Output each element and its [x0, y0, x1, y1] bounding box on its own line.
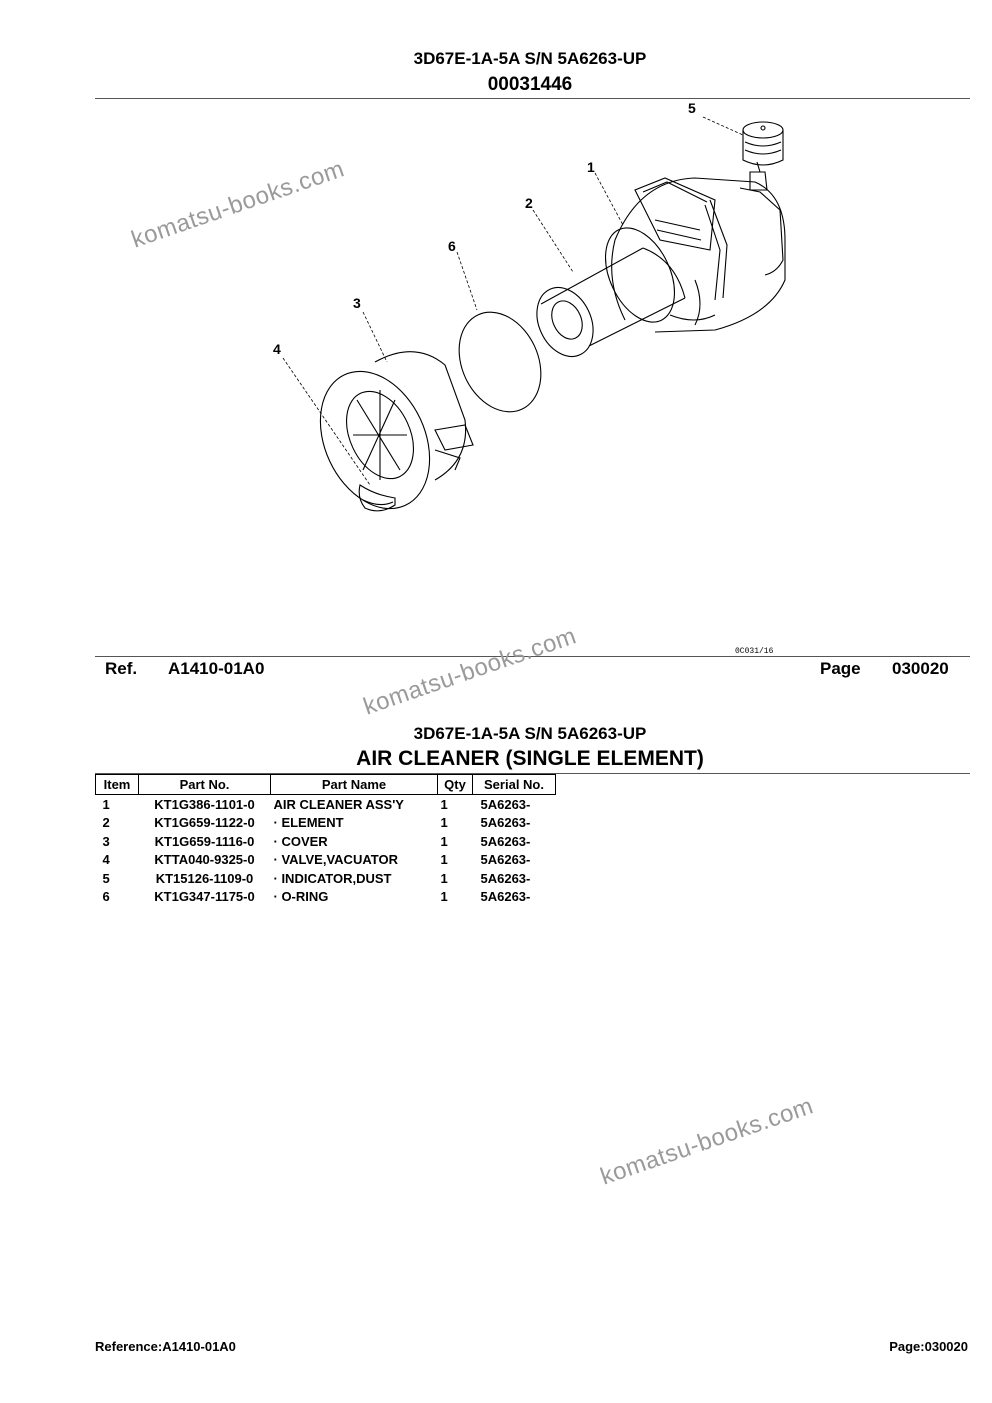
cover [299, 352, 473, 527]
watermark-2: komatsu-books.com [360, 622, 580, 721]
row-part-no: KTTA040-9325-0 [154, 852, 255, 868]
callout-4: 4 [273, 341, 281, 357]
row-qty: 1 [440, 833, 448, 849]
row-part-name: AIR CLEANER ASS'Y [273, 796, 404, 812]
row-item: 5 [102, 870, 110, 886]
row-part-no: KT15126-1109-0 [155, 870, 254, 886]
row-item: 6 [102, 889, 110, 905]
col-part-no: Part No. [139, 775, 271, 795]
row-part-no: KT1G386-1101-0 [154, 796, 255, 812]
callout-3: 3 [353, 295, 361, 311]
row-qty: 1 [440, 815, 448, 831]
col-serial: Serial No. [473, 775, 556, 795]
callout-1: 1 [587, 159, 595, 175]
page-label: Page [820, 659, 861, 678]
row-serial: 5A6263- [480, 889, 531, 905]
row-item: 4 [102, 852, 110, 868]
row-serial: 5A6263- [480, 852, 531, 868]
footer-reference: Reference:A1410-01A0 [95, 1339, 236, 1354]
parts-table [95, 774, 556, 906]
table-row [96, 888, 556, 907]
table-row [96, 832, 556, 851]
drawing-code: 0C031/16 [735, 647, 774, 655]
illustration-number: 00031446 [487, 74, 573, 95]
exploded-view-figure [95, 100, 970, 655]
table-row [96, 814, 556, 833]
header-rule [95, 98, 970, 99]
row-part-name: · COVER [273, 833, 328, 849]
row-qty: 1 [440, 870, 448, 886]
row-serial: 5A6263- [480, 833, 531, 849]
table-row [96, 795, 556, 814]
watermark-3: komatsu-books.com [597, 1092, 817, 1191]
header-model: 3D67E-1A-5A S/N 5A6263-UP [413, 49, 647, 68]
row-part-name: · O-RING [273, 889, 329, 905]
row-serial: 5A6263- [480, 815, 531, 831]
watermark-1: komatsu-books.com [128, 155, 348, 254]
section-model: 3D67E-1A-5A S/N 5A6263-UP [413, 724, 647, 743]
section-title: AIR CLEANER (SINGLE ELEMENT) [356, 747, 704, 770]
row-part-no: KT1G659-1122-0 [154, 815, 255, 831]
col-qty: Qty [438, 775, 473, 795]
row-part-name: · INDICATOR,DUST [273, 870, 392, 886]
row-part-no: KT1G659-1116-0 [154, 833, 255, 849]
row-part-name: · VALVE,VACUATOR [273, 852, 398, 868]
row-qty: 1 [440, 796, 448, 812]
page-value: 030020 [892, 659, 949, 678]
callout-5: 5 [688, 100, 696, 116]
dust-indicator [743, 122, 783, 165]
row-item: 1 [102, 796, 110, 812]
row-item: 3 [102, 833, 110, 849]
row-part-no: KT1G347-1175-0 [154, 889, 255, 905]
col-part-name: Part Name [271, 775, 438, 795]
footer-page: Page:030020 [889, 1339, 968, 1354]
callout-6: 6 [448, 238, 456, 254]
row-item: 2 [102, 815, 110, 831]
table-header-row [96, 775, 556, 795]
ref-label: Ref. [105, 659, 138, 678]
row-qty: 1 [440, 852, 448, 868]
row-serial: 5A6263- [480, 870, 531, 886]
callout-2: 2 [525, 195, 533, 211]
row-serial: 5A6263- [480, 796, 531, 812]
ref-value: A1410-01A0 [168, 659, 265, 678]
air-cleaner-housing [592, 162, 785, 333]
row-qty: 1 [440, 889, 448, 905]
table-row [96, 869, 556, 888]
row-part-name: · ELEMENT [273, 815, 344, 831]
col-item: Item [96, 775, 139, 795]
table-row [96, 851, 556, 870]
